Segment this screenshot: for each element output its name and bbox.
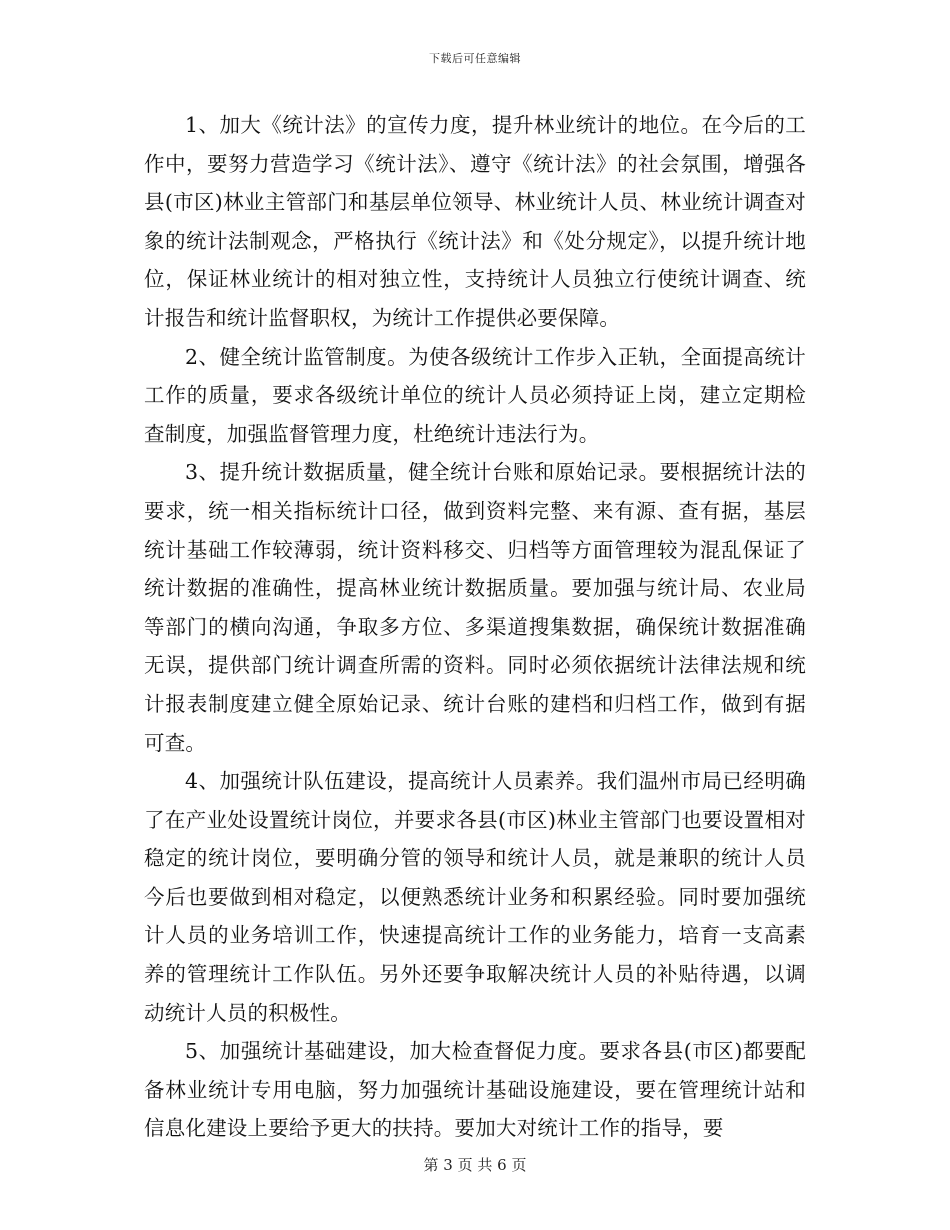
paragraph-1: 1、加大《统计法》的宣传力度，提升林业统计的地位。在今后的工作中，要努力营造学习《统计法》、遵守《统计法》的社会氛围，增强各县(市区)林业主管部门和基层单位领导、林业统计人员、林业统计调查对象的统计法制观念，严格执行《统计法》和《处分规定》，以提升统计地位，保证林业统计的相对独立性，支持统计人员独立行使统计调查、统计报告和统计监督职权，为统计工作提供必要保障。 [144,113,806,330]
document-body [144,106,806,1148]
paragraph-2: 2、健全统计监管制度。为使各级统计工作步入正轨，全面提高统计工作的质量，要求各级统计单位的统计人员必须持证上岗，建立定期检查制度，加强监督管理力度，杜绝统计违法行为。 [144,344,806,446]
paragraph-4: 4、加强统计队伍建设，提高统计人员素养。我们温州市局已经明确了在产业处设置统计岗位，并要求各县(市区)林业主管部门也要设置相对稳定的统计岗位，要明确分管的领导和统计人员，就是兼职的统计人员今后也要做到相对稳定，以便熟悉统计业务和积累经验。同时要加强统计人员的业务培训工作，快速提高统计工作的业务能力，培育一支高素养的管理统计工作队伍。另外还要争取解决统计人员的补贴待遇，以调动统计人员的积极性。 [144,769,806,1025]
page-header: 下载后可任意编辑 [429,52,521,65]
paragraph-3: 3、提升统计数据质量，健全统计台账和原始记录。要根据统计法的要求，统一相关指标统计口径，做到资料完整、来有源、查有据，基层统计基础工作较薄弱，统计资料移交、归档等方面管理较为混乱保证了统计数据的准确性，提高林业统计数据质量。要加强与统计局、农业局等部门的横向沟通，争取多方位、多渠道搜集数据，确保统计数据准确无误，提供部门统计调查所需的资料。同时必须依据统计法律法规和统计报表制度建立健全原始记录、统计台账的建档和归档工作，做到有据可查。 [144,460,806,755]
paragraph-5: 5、加强统计基础建设，加大检查督促力度。要求各县(市区)都要配备林业统计专用电脑，努力加强统计基础设施建设，要在管理统计站和信息化建设上要给予更大的扶持。要加大对统计工作的指导，要 [144,1039,806,1141]
page-footer: 第 3 页 共 6 页 [423,1156,527,1174]
